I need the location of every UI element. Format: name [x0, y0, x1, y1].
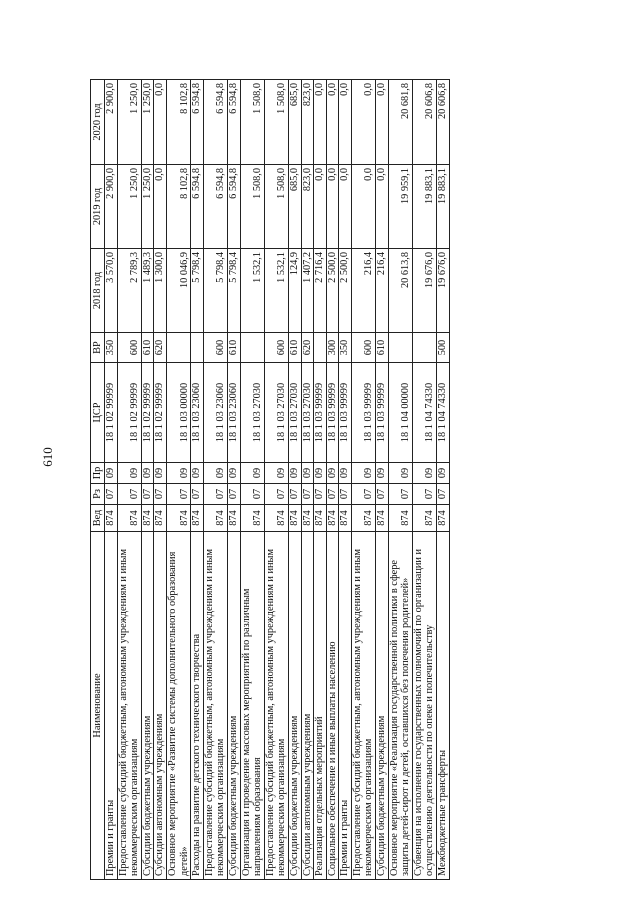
cell-y2019: 6 594,8	[203, 165, 227, 249]
cell-y2018: 1 532,1	[264, 249, 288, 333]
cell-y2018: 19 676,0	[437, 249, 450, 333]
cell-pr: 09	[437, 463, 450, 484]
cell-vr	[240, 333, 264, 363]
cell-vr	[314, 333, 327, 363]
cell-y2019: 1 250,0	[117, 165, 141, 249]
cell-y2020: 0,0	[351, 80, 375, 165]
cell-csr: 18 1 04 74330	[412, 363, 436, 463]
cell-y2020: 8 102,8	[166, 80, 190, 165]
cell-y2018: 124,9	[288, 249, 301, 333]
table-row	[191, 80, 204, 880]
cell-rz: 07	[191, 484, 204, 505]
table-row	[301, 80, 314, 880]
cell-vr: 350	[105, 333, 118, 363]
cell-vr: 350	[339, 333, 352, 363]
cell-rz: 07	[288, 484, 301, 505]
header-vr: ВР	[91, 333, 105, 363]
cell-name: Субсидии бюджетным учреждениям	[288, 532, 301, 880]
cell-y2018: 20 613,8	[388, 249, 412, 333]
cell-name: Межбюджетные трансферты	[437, 532, 450, 880]
cell-y2019: 1 508,0	[264, 165, 288, 249]
cell-y2020: 20 681,8	[388, 80, 412, 165]
cell-ved: 874	[117, 505, 141, 532]
cell-ved: 874	[412, 505, 436, 532]
cell-y2020: 823,0	[301, 80, 314, 165]
cell-y2020: 20 606,8	[437, 80, 450, 165]
cell-rz: 07	[141, 484, 154, 505]
cell-y2020: 0,0	[154, 80, 167, 165]
cell-pr: 09	[191, 463, 204, 484]
cell-rz: 07	[326, 484, 339, 505]
cell-pr: 09	[288, 463, 301, 484]
cell-y2020: 6 594,8	[191, 80, 204, 165]
cell-rz: 07	[154, 484, 167, 505]
cell-vr: 620	[154, 333, 167, 363]
table-row	[376, 80, 389, 880]
cell-pr: 09	[154, 463, 167, 484]
cell-csr: 18 1 03 27030	[264, 363, 288, 463]
header-name: Наименование	[91, 532, 105, 880]
cell-y2019: 1 508,0	[240, 165, 264, 249]
cell-y2019: 823,0	[301, 165, 314, 249]
cell-y2020: 1 250,0	[117, 80, 141, 165]
header-pr: Пр	[91, 463, 105, 484]
rotated-page	[90, 80, 590, 880]
header-row	[91, 80, 105, 880]
header-2018: 2018 год	[91, 249, 105, 333]
cell-y2018: 216,4	[351, 249, 375, 333]
cell-name: Субсидии бюджетным учреждениям	[227, 532, 240, 880]
cell-ved: 874	[105, 505, 118, 532]
cell-ved: 874	[314, 505, 327, 532]
cell-y2020: 20 606,8	[412, 80, 436, 165]
cell-name: Субсидии автономным учреждениям	[154, 532, 167, 880]
cell-y2018: 2 500,0	[339, 249, 352, 333]
cell-y2019: 19 883,1	[437, 165, 450, 249]
header-rz: Рз	[91, 484, 105, 505]
cell-pr: 09	[351, 463, 375, 484]
cell-pr: 09	[227, 463, 240, 484]
cell-pr: 09	[326, 463, 339, 484]
cell-y2019: 19 959,1	[388, 165, 412, 249]
cell-name: Социальное обеспечение и иные выплаты населению	[326, 532, 339, 880]
cell-y2019: 6 594,8	[227, 165, 240, 249]
cell-vr: 600	[264, 333, 288, 363]
cell-csr: 18 1 03 99999	[314, 363, 327, 463]
cell-y2018: 1 407,2	[301, 249, 314, 333]
cell-rz: 07	[412, 484, 436, 505]
cell-rz: 07	[376, 484, 389, 505]
cell-csr: 18 1 03 27030	[301, 363, 314, 463]
cell-y2020: 0,0	[339, 80, 352, 165]
cell-rz: 07	[339, 484, 352, 505]
cell-ved: 874	[154, 505, 167, 532]
cell-csr: 18 1 03 27030	[288, 363, 301, 463]
cell-y2019: 0,0	[154, 165, 167, 249]
cell-name: Расходы на развитие детского технического творчества	[191, 532, 204, 880]
table-row	[288, 80, 301, 880]
table-row	[326, 80, 339, 880]
table-row	[141, 80, 154, 880]
cell-pr: 09	[117, 463, 141, 484]
cell-name: Премии и гранты	[105, 532, 118, 880]
cell-name: Субсидии бюджетным учреждениям	[141, 532, 154, 880]
cell-name: Основное мероприятие «Развитие системы дополнительного образования детей»	[166, 532, 190, 880]
cell-name: Субсидии бюджетным учреждениям	[376, 532, 389, 880]
cell-y2018: 5 798,4	[227, 249, 240, 333]
cell-rz: 07	[203, 484, 227, 505]
cell-pr: 09	[203, 463, 227, 484]
cell-y2019: 8 102,8	[166, 165, 190, 249]
cell-y2020: 0,0	[314, 80, 327, 165]
cell-y2019: 0,0	[339, 165, 352, 249]
cell-csr: 18 1 03 23060	[203, 363, 227, 463]
cell-csr: 18 1 03 99999	[339, 363, 352, 463]
cell-y2020: 685,0	[288, 80, 301, 165]
cell-ved: 874	[240, 505, 264, 532]
cell-ved: 874	[351, 505, 375, 532]
cell-pr: 09	[105, 463, 118, 484]
table-row	[388, 80, 412, 880]
cell-vr: 600	[203, 333, 227, 363]
cell-pr: 09	[412, 463, 436, 484]
cell-vr	[412, 333, 436, 363]
cell-rz: 07	[166, 484, 190, 505]
table-row	[166, 80, 190, 880]
cell-name: Реализация отдельных мероприятий	[314, 532, 327, 880]
cell-name: Предоставление субсидий бюджетным, автономным учреждениям и иным некоммерческим организациям	[351, 532, 375, 880]
cell-y2019: 19 883,1	[412, 165, 436, 249]
table-row	[240, 80, 264, 880]
cell-csr: 18 1 02 99999	[105, 363, 118, 463]
cell-pr: 09	[314, 463, 327, 484]
cell-ved: 874	[376, 505, 389, 532]
cell-ved: 874	[166, 505, 190, 532]
cell-y2018: 2 716,4	[314, 249, 327, 333]
header-ved: Вед	[91, 505, 105, 532]
cell-y2018: 10 046,9	[166, 249, 190, 333]
cell-rz: 07	[351, 484, 375, 505]
cell-y2019: 2 900,0	[105, 165, 118, 249]
cell-pr: 09	[339, 463, 352, 484]
cell-csr: 18 1 03 23060	[191, 363, 204, 463]
cell-rz: 07	[437, 484, 450, 505]
cell-csr: 18 1 03 99999	[326, 363, 339, 463]
header-csr: ЦСР	[91, 363, 105, 463]
cell-csr: 18 1 03 27030	[240, 363, 264, 463]
cell-csr: 18 1 03 99999	[351, 363, 375, 463]
cell-csr: 18 1 02 99999	[154, 363, 167, 463]
cell-csr: 18 1 02 99999	[117, 363, 141, 463]
cell-vr: 600	[117, 333, 141, 363]
table-row	[437, 80, 450, 880]
cell-pr: 09	[166, 463, 190, 484]
cell-ved: 874	[227, 505, 240, 532]
cell-ved: 874	[437, 505, 450, 532]
table-row	[264, 80, 288, 880]
cell-csr: 18 1 02 99999	[141, 363, 154, 463]
table-row	[351, 80, 375, 880]
cell-ved: 874	[203, 505, 227, 532]
cell-pr: 09	[388, 463, 412, 484]
header-2019: 2019 год	[91, 165, 105, 249]
cell-vr: 500	[437, 333, 450, 363]
cell-vr	[166, 333, 190, 363]
cell-csr: 18 1 03 00000	[166, 363, 190, 463]
cell-y2018: 19 676,0	[412, 249, 436, 333]
cell-name: Предоставление субсидий бюджетным, автономным учреждениям и иным некоммерческим организациям	[264, 532, 288, 880]
table-row	[105, 80, 118, 880]
table-row	[227, 80, 240, 880]
cell-ved: 874	[339, 505, 352, 532]
cell-csr: 18 1 04 00000	[388, 363, 412, 463]
cell-y2019: 6 594,8	[191, 165, 204, 249]
cell-rz: 07	[388, 484, 412, 505]
cell-y2018: 2 789,3	[117, 249, 141, 333]
cell-y2018: 1 489,3	[141, 249, 154, 333]
cell-y2020: 6 594,8	[203, 80, 227, 165]
cell-ved: 874	[288, 505, 301, 532]
cell-name: Предоставление субсидий бюджетным, автономным учреждениям и иным некоммерческим организациям	[203, 532, 227, 880]
cell-y2020: 0,0	[326, 80, 339, 165]
cell-y2019: 0,0	[376, 165, 389, 249]
cell-ved: 874	[388, 505, 412, 532]
cell-rz: 07	[301, 484, 314, 505]
cell-ved: 874	[191, 505, 204, 532]
cell-vr: 610	[288, 333, 301, 363]
cell-y2019: 0,0	[314, 165, 327, 249]
cell-y2018: 3 570,0	[105, 249, 118, 333]
cell-vr: 610	[376, 333, 389, 363]
cell-rz: 07	[264, 484, 288, 505]
cell-y2020: 2 900,0	[105, 80, 118, 165]
cell-pr: 09	[301, 463, 314, 484]
cell-rz: 07	[314, 484, 327, 505]
cell-ved: 874	[301, 505, 314, 532]
cell-vr: 600	[351, 333, 375, 363]
cell-y2020: 1 508,0	[264, 80, 288, 165]
cell-y2019: 1 250,0	[141, 165, 154, 249]
cell-y2019: 0,0	[351, 165, 375, 249]
cell-vr: 610	[141, 333, 154, 363]
header-2020: 2020 год	[91, 80, 105, 165]
cell-vr: 610	[227, 333, 240, 363]
cell-name: Организация и проведение массовых мероприятий по различным направлениям образования	[240, 532, 264, 880]
cell-name: Субсидии автономным учреждениям	[301, 532, 314, 880]
cell-vr	[388, 333, 412, 363]
cell-y2018: 216,4	[376, 249, 389, 333]
cell-ved: 874	[264, 505, 288, 532]
table-row	[412, 80, 436, 880]
page-number: 610	[40, 447, 55, 467]
cell-pr: 09	[376, 463, 389, 484]
cell-y2018: 5 798,4	[203, 249, 227, 333]
budget-table	[90, 79, 450, 880]
cell-y2020: 0,0	[376, 80, 389, 165]
cell-rz: 07	[105, 484, 118, 505]
cell-name: Премии и гранты	[339, 532, 352, 880]
cell-ved: 874	[326, 505, 339, 532]
cell-y2020: 1 508,0	[240, 80, 264, 165]
cell-csr: 18 1 04 74330	[437, 363, 450, 463]
cell-name: Предоставление субсидий бюджетным, автономным учреждениям и иным некоммерческим организациям	[117, 532, 141, 880]
cell-vr: 620	[301, 333, 314, 363]
cell-rz: 07	[227, 484, 240, 505]
cell-csr: 18 1 03 99999	[376, 363, 389, 463]
table-row	[203, 80, 227, 880]
table-row	[117, 80, 141, 880]
cell-y2018: 1 532,1	[240, 249, 264, 333]
cell-vr: 300	[326, 333, 339, 363]
cell-name: Основное мероприятие «Реализация государственной политики в сфере защиты детей-сирот и детей, оставшихся без попечения родителей»	[388, 532, 412, 880]
table-row	[314, 80, 327, 880]
cell-name: Субвенция на исполнение государственных полномочий по организации и осуществлению деятельности по опеке и попечительству	[412, 532, 436, 880]
table-row	[154, 80, 167, 880]
cell-csr: 18 1 03 23060	[227, 363, 240, 463]
cell-ved: 874	[141, 505, 154, 532]
cell-y2018: 2 500,0	[326, 249, 339, 333]
cell-rz: 07	[240, 484, 264, 505]
cell-vr	[191, 333, 204, 363]
cell-pr: 09	[240, 463, 264, 484]
cell-y2020: 1 250,0	[141, 80, 154, 165]
cell-y2018: 5 798,4	[191, 249, 204, 333]
table-row	[339, 80, 352, 880]
cell-y2020: 6 594,8	[227, 80, 240, 165]
cell-y2019: 0,0	[326, 165, 339, 249]
table-body	[105, 80, 450, 880]
cell-pr: 09	[141, 463, 154, 484]
cell-y2019: 685,0	[288, 165, 301, 249]
cell-rz: 07	[117, 484, 141, 505]
cell-pr: 09	[264, 463, 288, 484]
cell-y2018: 1 300,0	[154, 249, 167, 333]
